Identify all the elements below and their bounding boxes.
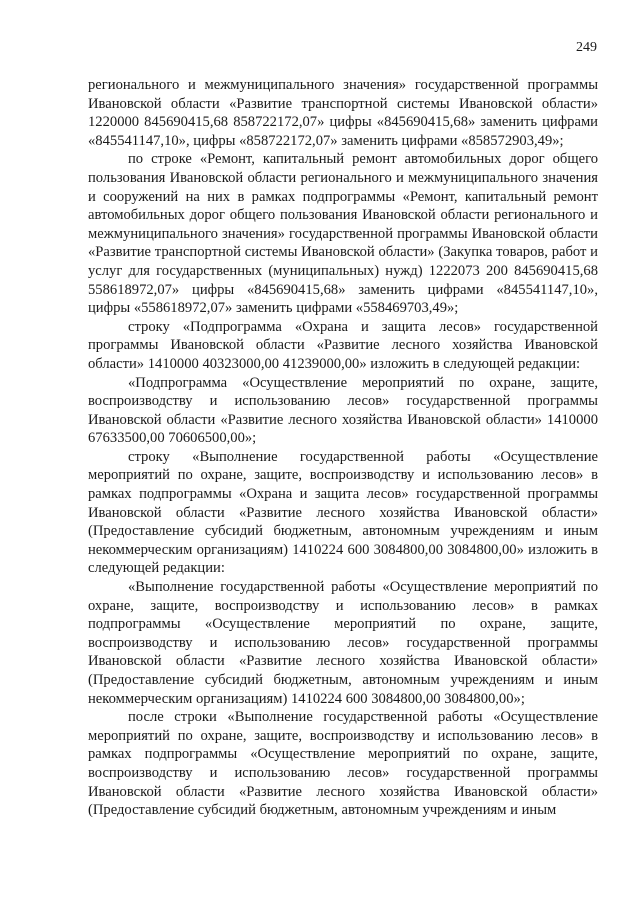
page-number: 249 — [576, 40, 597, 55]
paragraph-road-repair: по строке «Ремонт, капитальный ремонт автомобильных дорог общего пользования Ивановской области регионального и межмуниципального значения и сооружений на них в рамках подпрограммы «Ремонт, капитальный ремонт автомобильных дорог общего пользования Ивановской области регионального и межмуниципального значения» государственной программы Ивановской области «Развитие транспортной системы Ивановской области» (Закупка товаров, работ и услуг для государственных (муниципальных) нужд) 1222073 200 845690415,68 558618972,07» цифры «845690415,68» заменить цифрами «845541147,10», цифры «558618972,07» заменить цифрами «558469703,49»; — [88, 151, 598, 317]
paragraph-state-work-new: «Выполнение государственной работы «Осуществление мероприятий по охране, защите, воспроизводству и использованию лесов» в рамках подпрограммы «Осуществление мероприятий по охране, защите, воспроизводству и использованию лесов» государственной программы Ивановской области «Развитие лесного хозяйства Ивановской области» (Предоставление субсидий бюджетным, автономным учреждениям и иным некоммерческим организациям) 1410224 600 3084800,00 3084800,00»; — [88, 579, 598, 707]
paragraph-forest-subprogram-line: строку «Подпрограмма «Охрана и защита лесов» государственной программы Ивановской области «Развитие лесного хозяйства Ивановской области» 1410000 40323000,00 41239000,00» изложить в следующей редакции: — [88, 318, 598, 372]
document-body — [88, 76, 598, 820]
paragraph-state-work-line: строку «Выполнение государственной работы «Осуществление мероприятий по охране, защите, воспроизводству и использованию лесов» в рамках подпрограммы «Охрана и защита лесов» государственной программы Ивановской области «Развитие лесного хозяйства Ивановской области» (Предоставление субсидий бюджетным, автономным учреждениям и иным некоммерческим организациям) 1410224 600 3084800,00 3084800,00» изложить в следующей редакции: — [88, 448, 598, 577]
paragraph-after-line: после строки «Выполнение государственной работы «Осуществление мероприятий по охране, защите, воспроизводству и использованию лесов» в рамках подпрограммы «Осуществление мероприятий по охране, защите, воспроизводству и использованию лесов» государственной программы Ивановской области «Развитие лесного хозяйства Ивановской области» (Предоставление субсидий бюджетным, автономным учреждениям и иным — [88, 709, 598, 819]
paragraph-continuation: регионального и межмуниципального значения» государственной программы Ивановской области «Развитие транспортной системы Ивановской области» 1220000 845690415,68 858722172,07» цифры «845690415,68» заменить цифрами «845541147,10», цифры «858722172,07» заменить цифрами «858572903,49»; — [88, 77, 598, 149]
paragraph-forest-subprogram-new: «Подпрограмма «Осуществление мероприятий по охране, защите, воспроизводству и использованию лесов» государственной программы Ивановской области «Развитие лесного хозяйства Ивановской области» 1410000 67633500,00 70606500,00»; — [88, 374, 598, 447]
